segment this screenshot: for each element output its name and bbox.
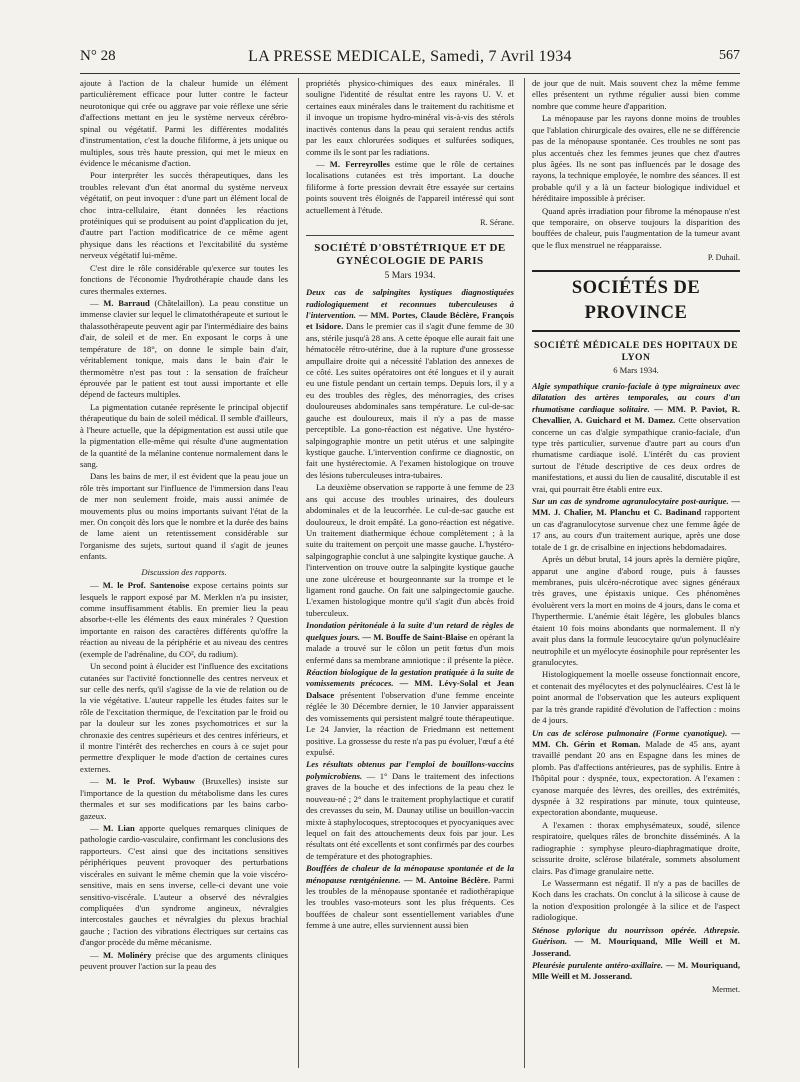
report-item: Réaction biologique de la gestation pratiquée à la suite de vomissements précoces. — MM. Lévy-Solal et Jean Dalsace présentent l'observation d'une femme enceinte réglée le 30 Décembre dernier, le 10 Janvier apparaissent des vomissements qui persistent malgré toute thérapeutique. Le 24 Janvier, la réaction de Friedmann est nettement positive. La grossesse du reste n'a pas pu évoluer, l'œuf a été expulsé. <box>306 667 514 757</box>
paragraph: Un second point à élucider est l'influence des excitations cutanées sur l'activité fonctionnelle des centres nerveux et sur celle des nerfs, qu'il s'agisse de la vie de relation ou de la vie végétative. L'auteur rappelle les études faites sur le rôle de l'excitation thermique, de l'excitation par le froid ou par la douleur sur les zones psychomotrices et sur la chronaxie des centres supérieurs et des centres inférieurs, et il montre l'intérêt des recherches en cours à ce sujet pour permettre d'expliquer le mode d'action de certaines cures externes. <box>80 661 288 774</box>
paragraph: propriétés physico-chimiques des eaux minérales. Il souligne l'identité de résultat entre les rayons U. V. et certaines eaux minérales dans le traitement du rachitisme et il invoque un tropisme hydro-minéral vis-à-vis des stérols inactivés contenus dans la peau qui seraient rendus actifs par les eaux chlorurées sodiques et sulfurées sodiques, comme ils le sont par les radiations. <box>306 78 514 157</box>
paragraph: La pigmentation cutanée représente le principal objectif thérapeutique du bain de soleil médical. Il semble d'ailleurs, à l'heure actuelle, que la dépigmentation est aussi utile que la pigmentation elle-même qui résulte d'une augmentation de la quantité de la mélanine contenue normalement dans le sang. <box>80 401 288 469</box>
discussion-heading: Discussion des rapports. <box>141 566 227 577</box>
report-item: Algie sympathique cranio-faciale à type migraineux avec dilatation des artères temporales, au cours d'un rhumatisme cardiaque solitaire. — MM. P. Paviot, R. Chevallier, A. Guichard et M. Damez. Cette observation concerne un cas d'algie sympathique cranio-faciale, d'un type très particulier, survenue d'autre part au cours d'un rhumatisme cardiaque isolé. L'intérêt du cas provient surtout de l'étude descriptive de ces deux ordres de manifestations, et aussi du lien de causalité, discutable il est vrai, qui pourrait être établi entre eux. <box>532 380 740 494</box>
paragraph: ajoute à l'action de la chaleur humide un élément particulièrement efficace pour lutter contre le facteur neurotonique qui crée ou aggrave par voie réflexe une série d'affections mettant en jeu le système nerveux cérébro-spinal ou végétatif. Parmi les différentes modalités d'instrumentation, c'est la douche filiforme, à jets unique ou multiples, sous très haute pression, qui met le mieux en évidence le mécanisme d'action. <box>80 78 288 168</box>
report-item: Sur un cas de syndrome agranulocytaire post-aurique. — MM. J. Chalier, M. Planchu et C. Badinand rapportent un cas d'agranulocytose survenue chez une femme âgée de 17 ans, au cours d'un traitement aurique, après une dose totale de 1 gr. de crisalbine en injections hebdomadaires. <box>532 496 740 552</box>
report-title: Bouffées de chaleur de la ménopause spontanée et de la ménopause rœntgénienne. <box>306 863 514 885</box>
column-divider <box>298 78 299 1068</box>
author-name: M. Lian <box>102 823 135 833</box>
author-names: — M. Mouriquand, Mlle Weill et M. Josserand. <box>532 936 740 958</box>
report-item: Un cas de sclérose pulmonaire (Forme cyanotique). — MM. Ch. Gérin et Roman. Malade de 45 ans, ayant travaillé pendant 20 ans en Espagne dans les mines de plomb. Pas d'affections antérieures, pas de syphilis. Entre à l'hôpital pour : dyspnée, toux, expectoration. A l'examen : cyanose marquée des lèvres, des oreilles, des extrémités, dyspnée à 32 respirations par minute, toux quinteuse, expectoration abondante, muqueuse. <box>532 727 740 818</box>
author-names: — M. Mouriquand, Mlle Weill et M. Josserand. <box>532 959 740 982</box>
report-title: Pleurésie purulente antéro-axillaire. <box>532 959 663 970</box>
paragraph: de jour que de nuit. Mais souvent chez la même femme elles présentent un rythme régulier aussi bien comme nombre que comme heure d'apparition. <box>532 78 740 111</box>
header-rule <box>80 73 740 74</box>
signature: P. Duhail. <box>707 253 740 263</box>
report-item <box>532 925 740 959</box>
paragraph: C'est dire le rôle considérable qu'exerce sur toutes les fonctions de l'économie l'hydrothérapie chaude dans les cures thermales externes. <box>80 262 288 296</box>
report-title: Réaction biologique de la gestation pratiquée à la suite de vomissements précoces. <box>306 667 514 689</box>
author-names: — MM. Portes, Claude Béclère, François et Isidore. <box>306 309 514 332</box>
report-item: Inondation péritonéale à la suite d'un retard de règles de quelques jours. — M. Bouffe de Saint-Blaise en opérant la malade a trouvé sur le côlon un petit fœtus d'un mois enfermé dans sa membrane amniotique : il présente la pièce. <box>306 620 514 665</box>
paragraph: — M. le Prof. Wybauw (Bruxelles) insiste sur l'importance de la question du métabolisme dans les cures thermales et sur ses modifications par les bains carbo-gazeux. <box>80 776 288 821</box>
report-title: Deux cas de salpingites kystiques diagnostiquées radiologiquement et reconnues tuberculeuses à l'intervention. <box>306 287 514 320</box>
report-item <box>532 960 740 983</box>
section-banner: SOCIÉTÉS DE PROVINCE <box>532 270 740 332</box>
signature: Mermet. <box>712 984 740 994</box>
page-number: 567 <box>719 48 740 63</box>
author-name: M. Ferreyrolles <box>329 158 390 169</box>
author-names: — M. Antoine Béclère. <box>400 874 491 885</box>
report-title: Les résultats obtenus par l'emploi de bouillons-vaccins polymicrobiens. <box>306 759 514 781</box>
author-name: M. Barraud <box>103 298 150 309</box>
journal-title-date: LA PRESSE MEDICALE, Samedi, 7 Avril 1934 <box>248 48 572 65</box>
paragraph: Quand après irradiation pour fibrome la ménopause n'est que temporaire, on observe toujours la disparition des bouffées de chaleur, puis l'augmentation de la tumeur avant que le flux menstruel ne réapparaisse. <box>532 205 740 250</box>
report-title: Un cas de sclérose pulmonaire (Forme cyanotique). <box>532 727 728 738</box>
paragraph: — M. Molinéry précise que des arguments cliniques peuvent prouver l'action sur la peau des <box>80 949 288 972</box>
paragraph: La ménopause par les rayons donne moins de troubles que l'ablation chirurgicale des ovaires, elle ne se différencie pas de la ménopause spontanée. Ces troubles ne sont pas plus accentués chez les femmes jeunes que chez d'autres plus âgées. Ils ne sont pas influencés par le dosage des rayons, la technique employée, le nombre des séances. Il est probable qu'il y a là un facteur biologique individuel et héréditaire impossible à préciser. <box>532 113 740 204</box>
author-name: M. le Prof. Santenoise <box>102 580 190 591</box>
section-rule <box>306 235 514 236</box>
paragraph: Le Wassermann est négatif. Il n'y a pas de bacilles de Koch dans les crachats. On conclut à la silicose à cause de la notion d'exposition prolongée à la silice et de l'aspect radiologique. <box>532 877 740 923</box>
society-heading: SOCIÉTÉ MÉDICALE DES HOPITAUX DE LYON <box>533 340 738 363</box>
report-item: Bouffées de chaleur de la ménopause spontanée et de la ménopause rœntgénienne. — M. Antoine Béclère. Parmi les troubles de la ménopause spontanée et radiothérapique les troubles vaso-moteurs sont les plus fréquents. Ces bouffées de chaleur sont essentiellement variables d'une femme à une autre, elles surviennent aussi bien <box>306 863 514 931</box>
paragraph: La deuxième observation se rapporte à une femme de 23 ans qui accuse des troubles urinaires, des douleurs abdominales et de la leucorrhée. Le cul-de-sac gauche est douloureux, le droit empâté. La gono-réaction est négative. Un traitement diathermique échoue complètement ; à la suite du traitement on perçoit une masse gauche. L'hystéro-salpingographie conclut à une salpingite kystique gauche. A l'intervention on trouve outre la salpingite kystique gauche une zone ulcéreuse et bourgeonnante sur la trompe et le ligament rond gauche. On fait une salpingectomie gauche. L'examen histologique montre qu'il s'agit d'un abcès froid tuberculeux. <box>306 482 514 618</box>
signature: R. Sérane. <box>480 218 514 228</box>
report-item: Deux cas de salpingites kystiques diagnostiquées radiologiquement et reconnues tuberculeuses à l'intervention. — MM. Portes, Claude Béclère, François et Isidore. Dans le premier cas il s'agit d'une femme de 30 ans, stérile jusqu'à 28 ans. A cette époque elle aurait fait une hématocèle rétro-utérine, due à la rupture d'une grossesse ampullaire droite qui a nécessité l'ablation des annexes de ce côté. Les suites opératoires ont été longues et il y aurait eu une fistule pendant un certain temps. Depuis lors, il y a eu des troubles des règles, des ménorragies, des crises douloureuses abdominales sans température. Le cul-de-sac gauche est douloureux, mais il n'y a pas de masse perceptible. La gono-réaction est négative. Une hystéro-salpingographie montre un petit utérus et une salpingite kystique gauche. L'intervention confirme ce diagnostic, on fait une hystérectomie. A l'examen histologique on trouve des lésions tuberculeuses intra-tubaires. <box>306 287 514 480</box>
paragraph: Dans les bains de mer, il est évident que la peau joue un rôle très important sur l'influence de l'immersion dans l'eau de mer non seulement froide, mais aussi animée de mouvements plus ou moins importants suivant l'état de la mer. On conçoit dès lors que le nombre et la durée des bains de lame aient un retentissement considérable sur l'organisme des sujets, surtout quand il s'agit de jeunes enfants. <box>80 471 288 562</box>
society-heading: SOCIÉTÉ D'OBSTÉTRIQUE ET DE GYNÉCOLOGIE DE PARIS <box>314 241 506 268</box>
paragraph: — M. le Prof. Santenoise expose certains points sur lesquels le rapport exposé par M. Merklen n'a pu insister, comme insuffisamment établis. En premier lieu la peau absorbe-t-elle les éléments des eaux minérales ? Question importante en raison des caractères différents qu'offre la réaction au niveau de la périphérie et au niveau des centres (exemple de l'adrénaline, du CO², du radium). <box>80 580 288 659</box>
author-name: M. Molinéry <box>102 949 152 960</box>
author-name: M. le Prof. Wybauw <box>105 776 195 787</box>
paragraph: — M. Lian apporte quelques remarques cliniques de pathologie cardio-vasculaire, confirmant les conclusions des rapporteurs. C'est ainsi que des incitations sensitives périphériques peuvent provoquer des perturbations viscérales en suivant le même chemin que la voie viscéro-sensitive, mais en sens inverse, celle-ci devant une voie sensitivo-viscérale. L'auteur a observé des névralgies compliquées d'un syndrome angineux, névralgies intercostales gauches et névralgies du plexus brachial gauche ; l'action des vibrations électriques sur certains cas d'angor procède du même mécanisme. <box>80 823 288 948</box>
author-names: — MM. J. Chalier, M. Planchu et C. Badinand <box>532 496 740 518</box>
author-names: — MM. P. Paviot, R. Chevallier, A. Guichard et M. Damez. <box>532 403 740 426</box>
paragraph: A l'examen : thorax emphysémateux, soudé, silence respiratoire, quelques râles de bronchite disséminés. A la radiographie : symphyse pleuro-diaphragmatique droite, scissurite droite, sclérose bilatérale, sommets absolument clairs. Pas d'image granulaire nette. <box>532 819 740 876</box>
report-title: Algie sympathique cranio-faciale à type migraineux avec dilatation des artères temporales, au cours d'un rhumatisme cardiaque solitaire. <box>532 380 740 414</box>
paragraph: Pour interpréter les succès thérapeutiques, dans les troubles relevant d'un état anormal du système nerveux végétatif, on peut invoquer : d'une part un élément local de choc intra-cellulaire, étant données les réactions protéiniques qui se produisent au point d'application du jet, d'autre part l'action modificatrice de ce même agent physique dans les réactions et l'excitabilité du système nerveux végétatif lui-même. <box>80 170 288 261</box>
paragraph: Histologiquement la moelle osseuse fonctionnait encore, et contenait des myélocytes et des polynucléaires. C'est là le point anormal de l'observation que les auteurs expliquent par la très grande rapidité d'évolution de l'affection : moins de 4 jours. <box>532 669 740 726</box>
report-item: Les résultats obtenus par l'emploi de bouillons-vaccins polymicrobiens. — 1° Dans le traitement des infections graves de la bouche et des infections de la peau chez le nouveau-né ; 2° dans le traitement prophylactique et curatif des crevasses du sein, M. Daunay utilise un bouillon-vaccin mixte à staphylocoques, streptocoques et pyocyaniques avec lequel on fait des attouchements deux fois par jour. Les résultats ont été excellents et sont confirmés par des courbes de température et des photographies. <box>306 759 514 861</box>
paragraph: — M. Barraud (Châtelaillon). La peau constitue un immense clavier sur lequel le climatothérapeute et surtout le thalassothérapeute peuvent agir par l'intermédiaire des bains d'air, de soleil et de mer. En exposant le corps à une température de 18°, on donne le simple bain d'air, véritablement tonique, mais dans le bain d'air le thermomètre n'est pas tout : la sensation de fraîcheur éprouvée par le patient est tout aussi importante et elle dépend de facteurs multiples. <box>80 298 288 400</box>
issue-number: N° 28 <box>80 48 116 64</box>
running-head <box>80 48 740 70</box>
column-2 <box>306 78 514 1068</box>
report-title: Inondation péritonéale à la suite d'un retard de règles de quelques jours. <box>306 620 514 642</box>
session-date: 5 Mars 1934. <box>384 270 436 282</box>
author-names: — M. Bouffe de Saint-Blaise <box>360 631 468 642</box>
column-divider <box>524 78 525 1068</box>
column-1 <box>80 78 288 1068</box>
session-date: 6 Mars 1934. <box>613 365 659 376</box>
report-title: Sur un cas de syndrome agranulocytaire post-aurique. <box>532 496 729 507</box>
paragraph: — M. Ferreyrolles estime que le rôle de certaines localisations cutanées est très important. La douche filiforme à forte pression devrait être essayée sur certains points souvent très éloignés de l'appareil intéressé qui sont actuellement à l'étude. <box>306 158 514 215</box>
author-names: — MM. Ch. Gérin et Roman. <box>532 727 740 749</box>
author-names: — MM. Lévy-Solal et Jean Dalsace <box>306 678 514 700</box>
column-3 <box>532 78 740 1068</box>
paragraph: Après un début brutal, 14 jours après la dernière piqûre, apparut une angine d'abord rouge, puis à fausses membranes, puis ulcéro-nécrotique avec signes généraux très graves, une épistaxis unique. Ces phénomènes évoluèrent vers la mort en moins de 4 jours, dans le coma et l'hyperthermie. L'anémie était légère, les globules blancs étaient 10 fois moins abondants que normalement. Il n'y avait plus dans la formule leucocytaire qu'un polynucléaire neutrophile et un myélocyte éosinophile pour représenter les granulocytes. <box>532 554 740 667</box>
report-title: Sténose pylorique du nourrisson opérée. Athrepsie. Guérison. <box>532 924 740 947</box>
